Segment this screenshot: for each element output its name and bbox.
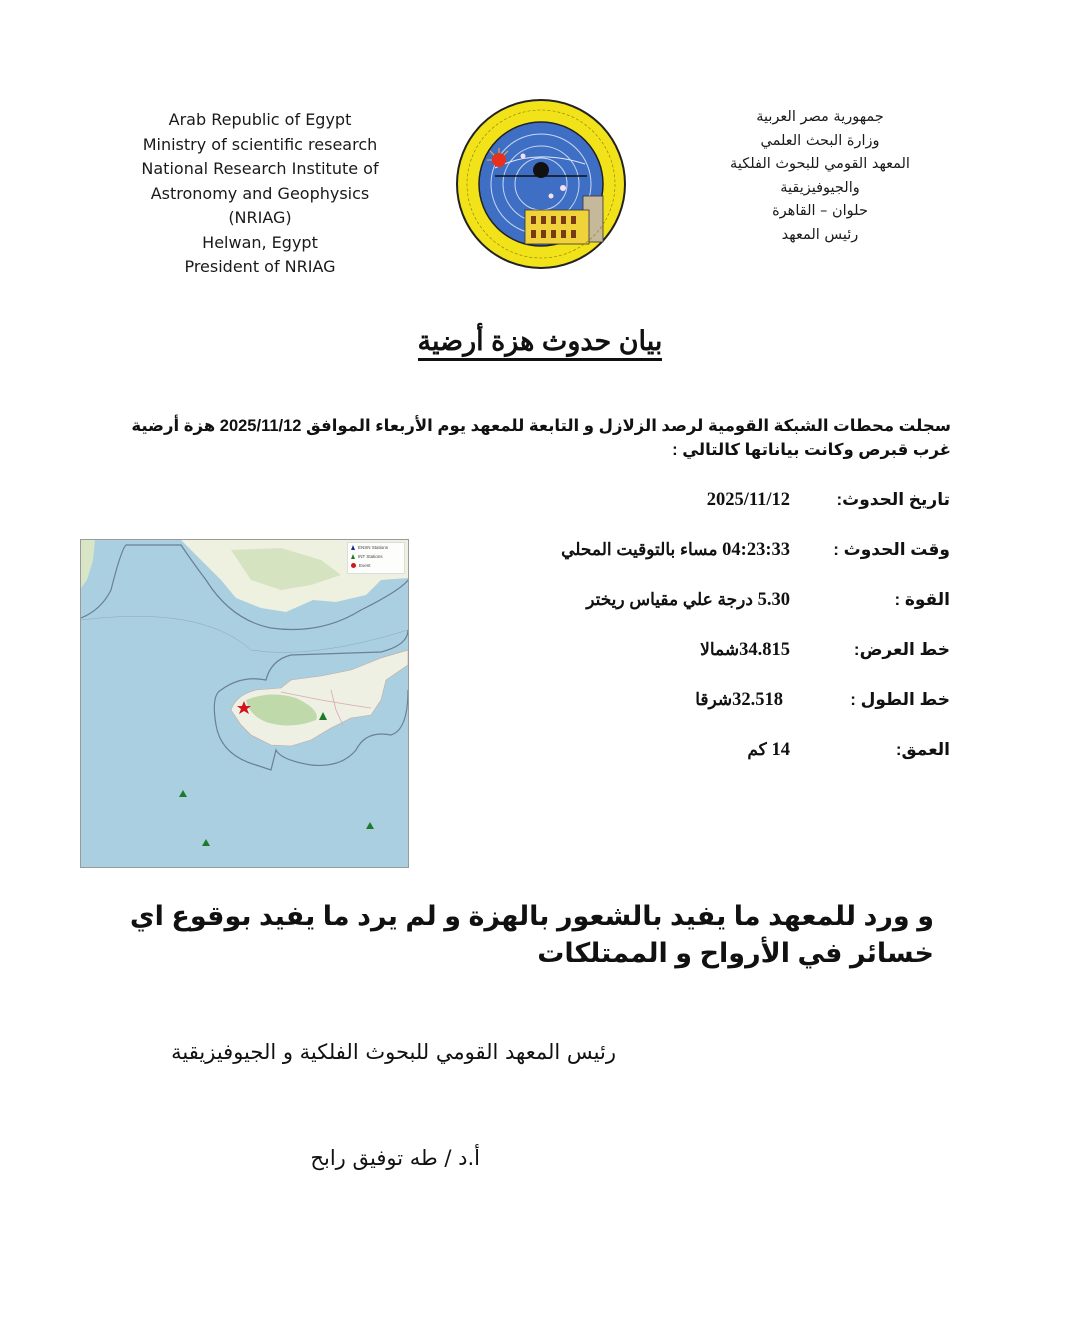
nriag-logo	[455, 98, 627, 270]
header-english	[120, 108, 400, 280]
header-en-line: (NRIAG)	[228, 208, 292, 227]
triangle-marker-icon	[351, 554, 355, 559]
intro-paragraph: سجلت محطات الشبكة القومية لرصد الزلازل و التابعة للمعهد يوم الأربعاء الموافق 2025/11/12 هزة أرضية غرب قبرص وكانت بياناتها كالتالي :	[131, 417, 951, 459]
detail-label: خط الطول :	[850, 690, 950, 709]
title-text: بيان حدوث هزة أرضية	[418, 326, 663, 361]
detail-number: 5.30	[757, 590, 790, 610]
detail-value	[747, 740, 790, 761]
header-ar-line: وزارة البحث العلمي	[760, 132, 880, 149]
header-ar-line: حلوان – القاهرة	[772, 203, 868, 219]
detail-value	[700, 640, 790, 661]
legend-item-event: Event	[348, 561, 404, 570]
detail-value	[695, 690, 783, 711]
detail-suffix: كم	[747, 740, 772, 759]
header-ar-line: المعهد القومي للبحوث الفلكية	[730, 156, 910, 172]
legend-item-int: INT Stations	[348, 552, 404, 561]
detail-number: 32.518	[732, 690, 783, 710]
signature-name: أ.د / طه توفيق رابح	[310, 1146, 480, 1170]
signature-title: رئيس المعهد القومي للبحوث الفلكية و الجيوفيزيقية	[171, 1040, 616, 1064]
detail-label: وقت الحدوث :	[833, 540, 950, 559]
header-arabic	[700, 106, 940, 247]
detail-value	[561, 540, 790, 561]
star-marker-icon	[351, 563, 356, 568]
header-en-line: National Research Institute of	[141, 159, 379, 178]
header-en-line: Helwan, Egypt	[202, 232, 318, 252]
detail-suffix: درجة علي مقياس ريختر	[586, 590, 758, 609]
detail-label: القوة :	[894, 590, 950, 609]
detail-row-depth	[520, 740, 950, 766]
map-legend	[347, 542, 405, 574]
detail-suffix: شرقا	[695, 690, 733, 709]
header-ar-line: رئيس المعهد	[781, 226, 859, 243]
header-en-line: Ministry of scientific research	[142, 134, 378, 154]
detail-value	[707, 490, 790, 511]
triangle-marker-icon	[351, 545, 355, 550]
detail-row-longitude	[520, 690, 950, 716]
header-en-line: Astronomy and Geophysics	[150, 183, 370, 203]
cyprus-map-icon	[81, 540, 408, 867]
header-ar-line: جمهورية مصر العربية	[756, 109, 884, 125]
document-title	[300, 326, 780, 357]
legend-item-ensn: ENSN Stations	[348, 543, 404, 552]
detail-label: العمق:	[895, 740, 950, 759]
detail-suffix: شمالا	[700, 640, 740, 659]
header-ar-line: والجيوفيزيقية	[780, 179, 860, 196]
detail-label: تاريخ الحدوث:	[836, 490, 950, 509]
impact-statement: و ورد للمعهد ما يفيد بالشعور بالهزة و لم يرد ما يفيد بوقوع اي خسائر في الأرواح و الممتلكات	[129, 901, 934, 968]
nriag-emblem-icon	[455, 98, 627, 270]
detail-row-magnitude	[520, 590, 950, 616]
detail-row-time	[520, 540, 950, 566]
detail-number: 14	[771, 740, 790, 760]
detail-suffix: مساء بالتوقيت المحلي	[561, 540, 723, 559]
detail-value	[586, 590, 790, 611]
detail-row-latitude	[520, 640, 950, 666]
header-en-line: Arab Republic of Egypt	[168, 110, 352, 129]
header-en-line: President of NRIAG	[184, 257, 336, 276]
detail-number: 34.815	[739, 640, 790, 660]
epicenter-map	[80, 539, 409, 868]
detail-row-date	[520, 490, 950, 516]
detail-label: خط العرض:	[853, 640, 950, 659]
detail-number: 04:23:33	[722, 540, 790, 560]
detail-number: 2025/11/12	[706, 490, 790, 510]
